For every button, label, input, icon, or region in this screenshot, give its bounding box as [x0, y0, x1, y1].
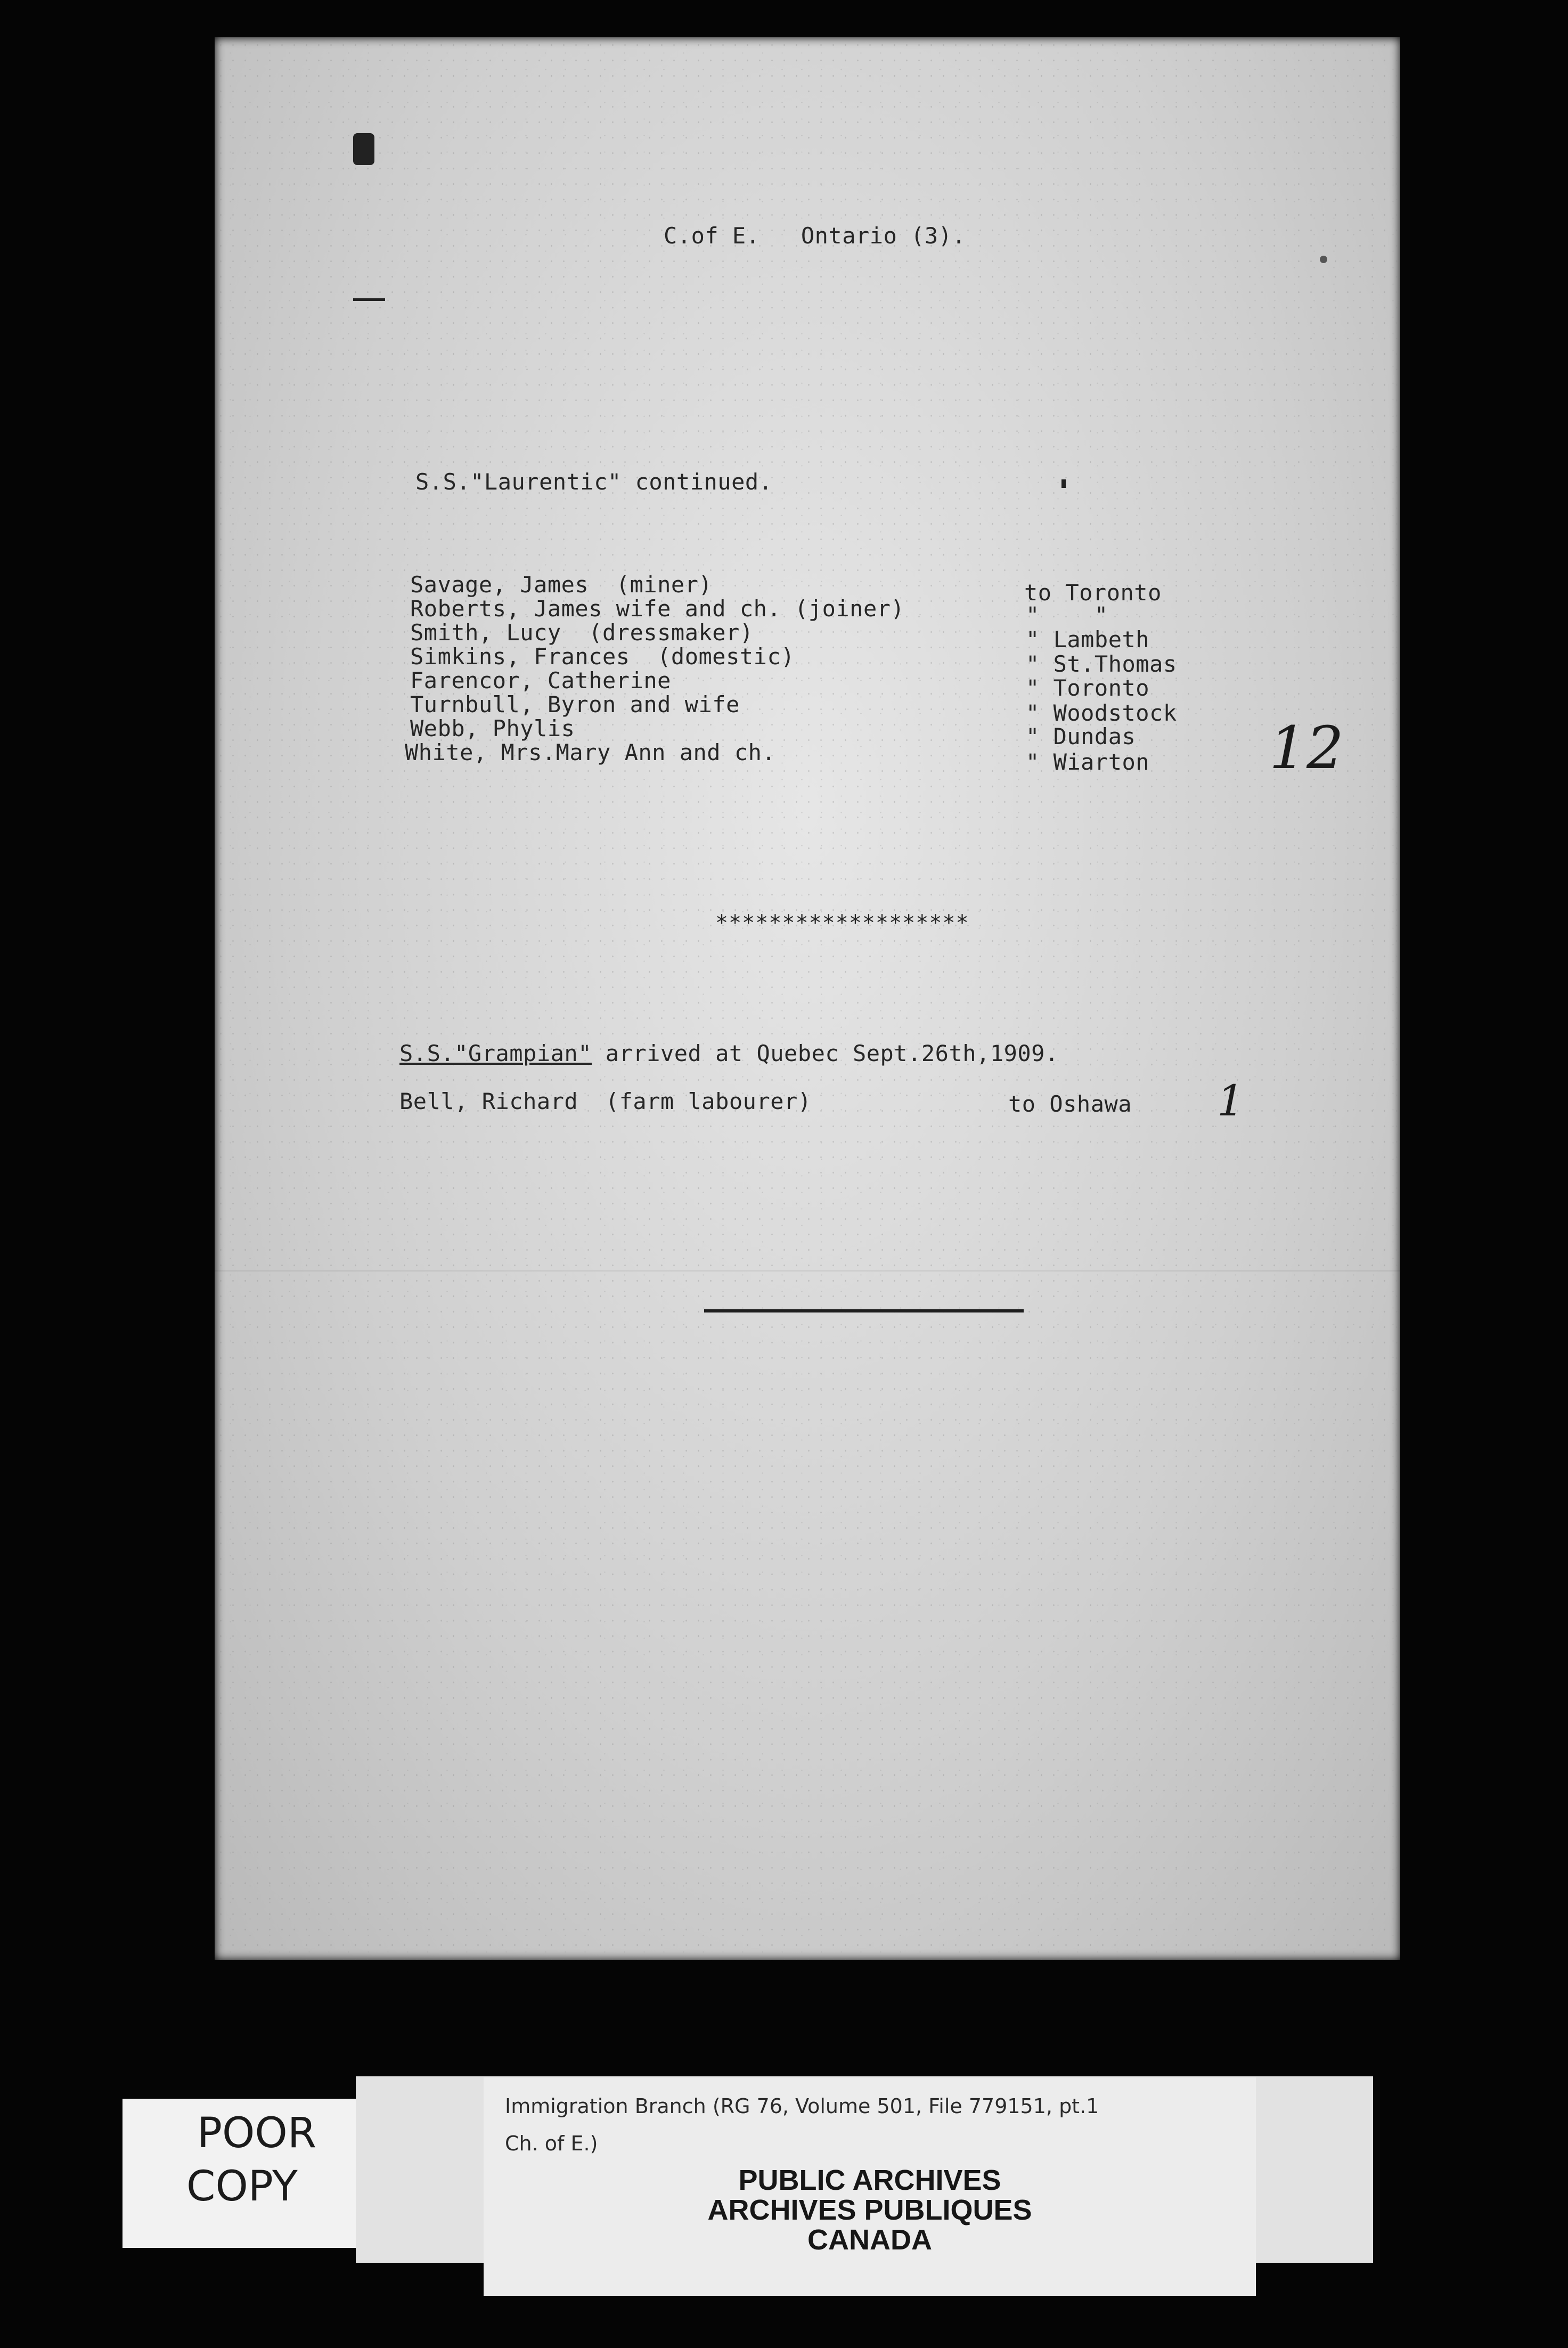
- speck-mark: [1320, 256, 1327, 263]
- page-header: C.of E. Ontario (3).: [664, 223, 966, 249]
- grampian-title: [399, 1041, 1059, 1066]
- entry-destination: " St.Thomas: [1026, 651, 1177, 677]
- entry-name: Simkins, Frances (domestic): [410, 643, 795, 670]
- entry-name: Webb, Phylis: [410, 715, 575, 741]
- poor-copy-label: [123, 2099, 357, 2248]
- typed-page: [215, 37, 1400, 1960]
- entry-name: Farencor, Catherine: [410, 667, 671, 694]
- entry-destination: " ": [1026, 602, 1108, 628]
- archive-stamp: [484, 2077, 1256, 2296]
- reference-line: Ch. of E.): [505, 2132, 598, 2155]
- archive-name-fr: ARCHIVES PUBLIQUES: [707, 2194, 1032, 2226]
- poor-copy-text: POOR: [197, 2109, 317, 2157]
- laurentic-title: S.S."Laurentic" continued.: [415, 469, 773, 495]
- entry-name: Smith, Lucy (dressmaker): [410, 619, 754, 646]
- entry-destination: " Woodstock: [1026, 700, 1177, 726]
- entry-name: Roberts, James wife and ch. (joiner): [410, 596, 905, 622]
- stray-mark: [353, 298, 385, 301]
- archive-country: CANADA: [807, 2224, 932, 2256]
- separator-line: *******************: [715, 911, 969, 935]
- entry-destination: " Wiarton: [1026, 749, 1150, 775]
- fold-line: [215, 1270, 1400, 1271]
- handwritten-count: 12: [1269, 714, 1344, 782]
- archive-name-en: PUBLIC ARCHIVES: [738, 2164, 1001, 2196]
- entry-destination: " Toronto: [1026, 675, 1150, 701]
- punch-mark: [353, 133, 374, 165]
- speck-mark: [1061, 479, 1066, 488]
- reference-line: Immigration Branch (RG 76, Volume 501, File 779151, pt.1: [505, 2094, 1099, 2118]
- entry-name: White, Mrs.Mary Ann and ch.: [405, 739, 776, 765]
- entry-name: Bell, Richard (farm labourer): [399, 1088, 812, 1114]
- entry-destination: to Oshawa: [1008, 1091, 1132, 1117]
- entry-destination: " Dundas: [1026, 723, 1136, 749]
- poor-copy-text: COPY: [186, 2163, 298, 2211]
- entry-destination: " Lambeth: [1026, 626, 1150, 653]
- handwritten-count: 1: [1217, 1076, 1244, 1126]
- closing-rule: [704, 1309, 1024, 1312]
- entry-name: Turnbull, Byron and wife: [410, 691, 740, 718]
- ship-name: S.S."Grampian": [399, 1040, 592, 1066]
- arrival-text: arrived at Quebec Sept.26th,1909.: [592, 1040, 1059, 1066]
- entry-name: Savage, James (miner): [410, 572, 713, 598]
- entry-destination: to Toronto: [1024, 580, 1162, 606]
